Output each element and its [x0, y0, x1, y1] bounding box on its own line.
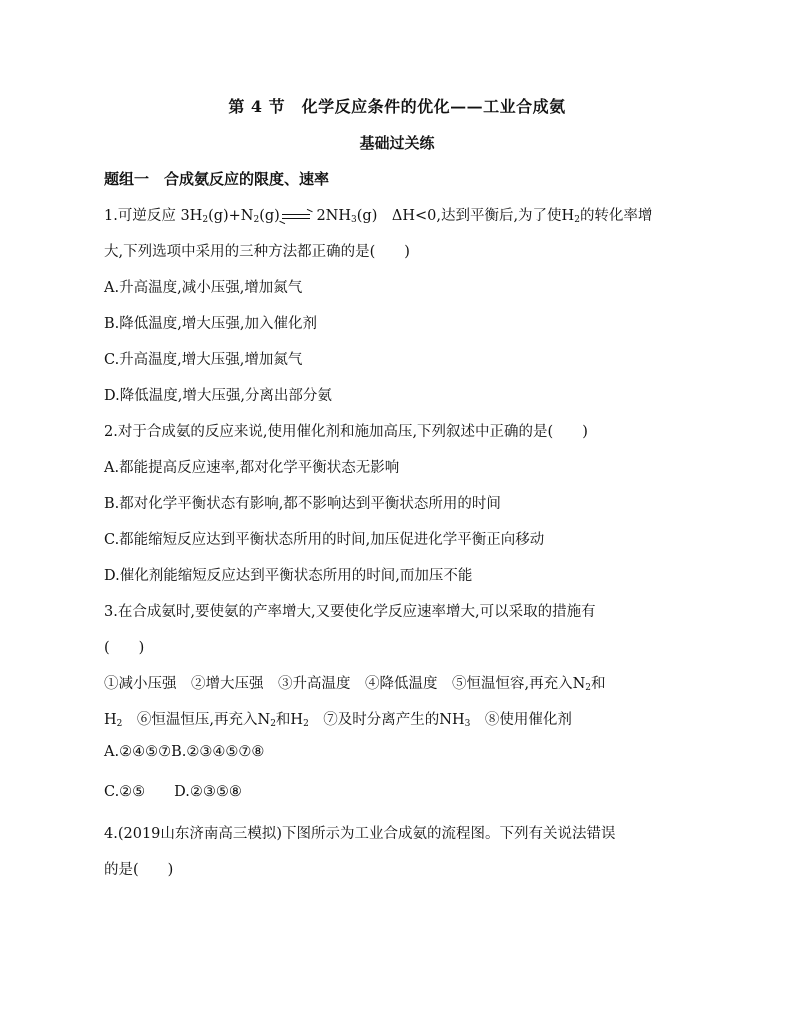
- q2-option-a: A.都能提高反应速率,都对化学平衡状态无影响: [104, 460, 400, 476]
- q3-options-row1: A.②④⑤⑦B.②③④⑤⑦⑧: [104, 744, 265, 760]
- q2-stem: 2.对于合成氨的反应来说,使用催化剂和施加高压,下列叙述中正确的是( ): [104, 424, 588, 440]
- q3-stem-line1: 3.在合成氨时,要使氨的产率增大,又要使化学反应速率增大,可以采取的措施有: [104, 604, 596, 620]
- q4-stem-line2: 的是( ): [104, 862, 174, 878]
- q2-option-b: B.都对化学平衡状态有影响,都不影响达到平衡状态所用的时间: [104, 496, 501, 512]
- equilibrium-arrow-icon: [282, 211, 310, 221]
- q3-measures-line1: ①减小压强 ②增大压强 ③升高温度 ④降低温度 ⑤恒温恒容,再充入$N_2$和: [104, 676, 606, 693]
- group-heading: 题组一 合成氨反应的限度、速率: [104, 170, 330, 188]
- q4-stem-line1: 4.(2019山东济南高三模拟)下图所示为工业合成氨的流程图。下列有关说法错误: [104, 826, 616, 842]
- q3-options-row2: C.②⑤ D.②③⑤⑧: [104, 784, 242, 800]
- q1-option-b: B.降低温度,增大压强,加入催化剂: [104, 316, 317, 332]
- q1-stem-line1: 1.可逆反应 $3H_2(g)+N_2(g)$ $2NH_3(g)$ ΔH<0,达到平衡后,为了使$H_2$的转化率增: [104, 208, 653, 225]
- q3-measures-line2: $H_2$ ⑥恒温恒压,再充入$N_2$和$H_2$ ⑦及时分离产生的$NH_3$ ⑧使用催化剂: [104, 712, 572, 729]
- q1-option-d: D.降低温度,增大压强,分离出部分氨: [104, 388, 332, 404]
- q1-option-a: A.升高温度,减小压强,增加氮气: [104, 280, 303, 296]
- q1-option-c: C.升高温度,增大压强,增加氮气: [104, 352, 303, 368]
- q2-option-c: C.都能缩短反应达到平衡状态所用的时间,加压促进化学平衡正向移动: [104, 532, 545, 548]
- page-title: 第 4 节 化学反应条件的优化——工业合成氨: [228, 97, 566, 116]
- section-subtitle: 基础过关练: [359, 134, 435, 152]
- q2-option-d: D.催化剂能缩短反应达到平衡状态所用的时间,而加压不能: [104, 568, 473, 584]
- q1-stem-line2: 大,下列选项中采用的三种方法都正确的是( ): [104, 244, 410, 260]
- q3-stem-line2: ( ): [104, 640, 145, 656]
